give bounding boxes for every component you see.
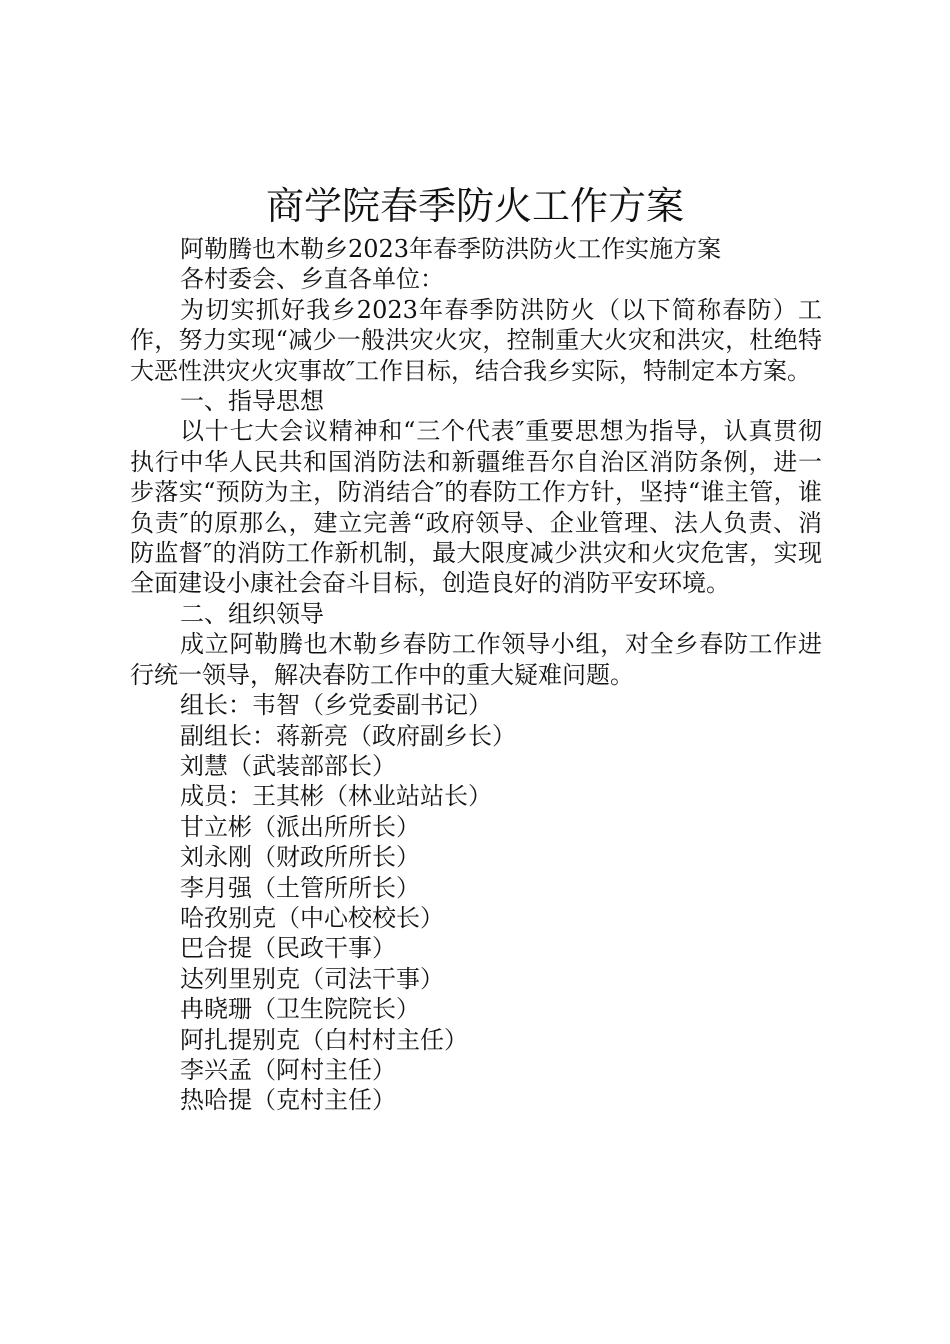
salutation: 各村委会、乡直各单位： (180, 265, 444, 294)
document-body (130, 234, 822, 1116)
guiding-ideology-paragraph: 以十七大会议精神和“三个代表″重要思想为指导，认真贯彻执行中华人民共和国消防法和新疆维吾尔自治区消防条例，进一步落实“预防为主，防消结合″的春防工作方针，坚持“谁主管，谁负责″的原那么，建立完善“政府领导、企业管理、法人负责、消防监督″的消防工作新机制，最大限度减少洪灾和火灾危害，实现全面建设小康社会奋斗目标，创造良好的消防平安环境。 (130, 417, 822, 598)
intro-paragraph: 为切实抓好我乡2023年春季防洪防火（以下简称春防）工作，努力实现“减少一般洪灾火灾，控制重大火灾和洪灾，杜绝特大恶性洪灾火灾事故″工作目标，结合我乡实际，特制定本方案。 (130, 295, 822, 385)
member-line: 组长：韦智（乡党委副书记） (180, 691, 492, 720)
member-line: 热哈提（克村主任） (180, 1086, 396, 1115)
member-line: 阿扎提别克（白村村主任） (180, 1025, 468, 1054)
member-line: 冉晓珊（卫生院院长） (180, 995, 420, 1024)
document-title: 商学院春季防火工作方案 (265, 184, 684, 228)
member-line: 巴合提（民政干事） (180, 934, 396, 963)
member-line: 刘慧（武装部部长） (180, 751, 396, 780)
member-line: 刘永刚（财政所所长） (180, 843, 420, 872)
member-line: 甘立彬（派出所所长） (180, 812, 420, 841)
member-line: 哈孜别克（中心校校长） (180, 903, 444, 932)
organization-paragraph: 成立阿勒腾也木勒乡春防工作领导小组，对全乡春防工作进行统一领导，解决春防工作中的重大疑难问题。 (130, 630, 822, 689)
member-line: 成员：王其彬（林业站站长） (180, 782, 492, 811)
document-subtitle: 阿勒腾也木勒乡2023年春季防洪防火工作实施方案 (180, 235, 722, 263)
member-line: 副组长：蒋新亮（政府副乡长） (180, 721, 516, 750)
section-heading-guiding-ideology: 一、指导思想 (180, 387, 324, 416)
member-line: 李月强（土管所所长） (180, 873, 420, 902)
member-line: 李兴孟（阿村主任） (180, 1055, 396, 1084)
member-line: 达列里别克（司法干事） (180, 964, 444, 993)
section-heading-organization: 二、组织领导 (180, 599, 324, 628)
